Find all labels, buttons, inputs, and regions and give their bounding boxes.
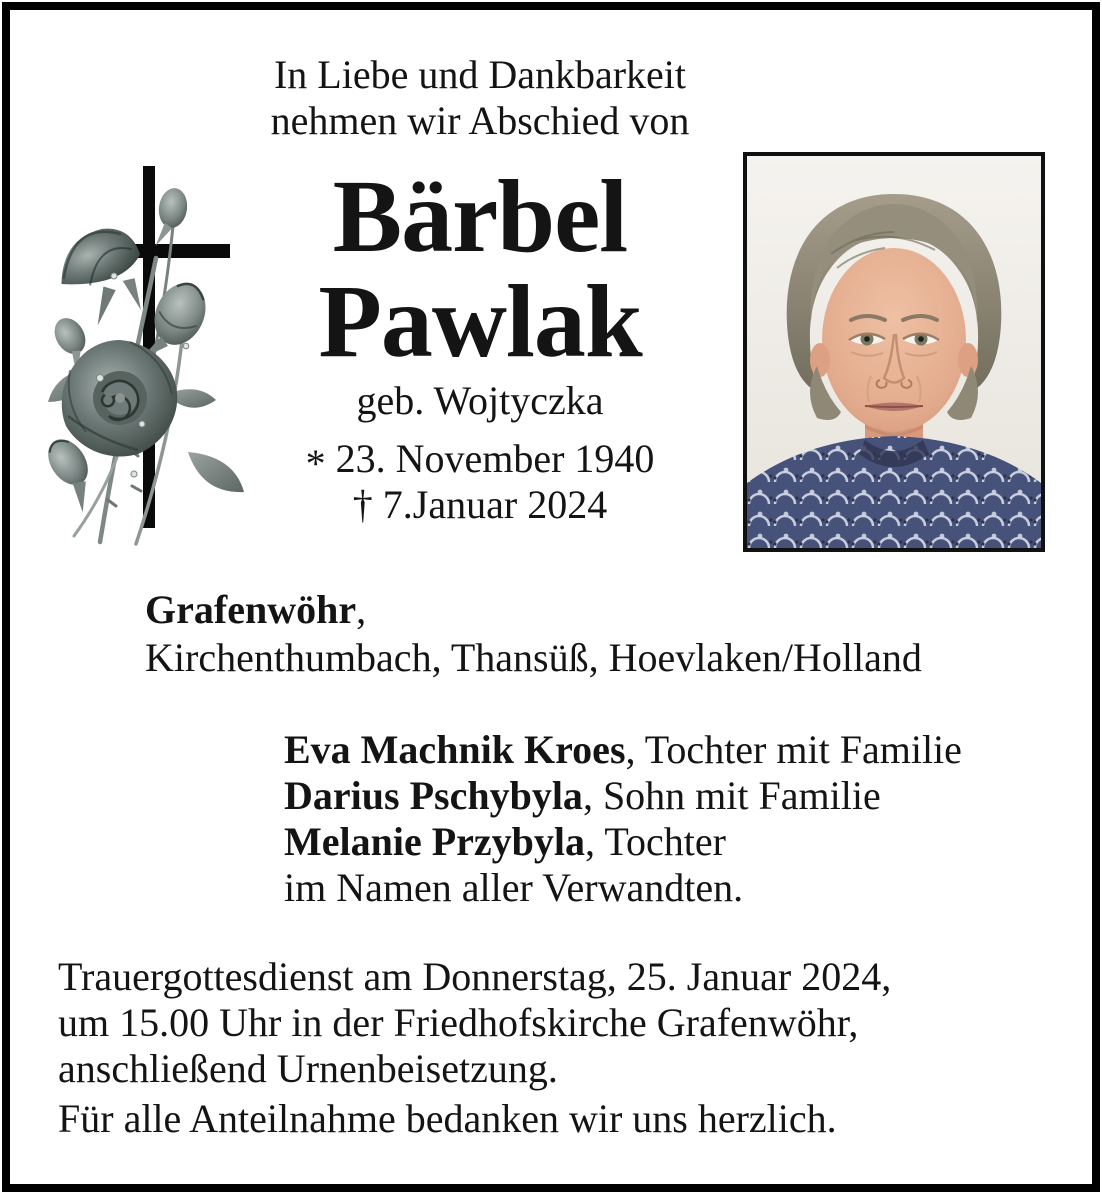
birth-date: 23. November 1940 xyxy=(335,436,655,481)
family-member-row xyxy=(284,773,962,819)
family-member-relation: , Tochter mit Familie xyxy=(625,727,962,772)
deceased-first-name: Bärbel xyxy=(332,159,628,274)
deceased-name xyxy=(170,159,790,379)
family-member-relation: , Tochter xyxy=(585,819,726,864)
intro-line-2: nehmen wir Abschied von xyxy=(270,98,690,143)
family-member-name: Melanie Przybyla xyxy=(284,819,586,864)
family-closing: im Namen aller Verwandten. xyxy=(284,865,744,910)
residence-primary-suffix: , xyxy=(356,587,367,632)
death-date-line xyxy=(170,482,790,528)
death-cross-icon: † xyxy=(352,482,373,527)
intro-line-1: In Liebe und Dankbarkeit xyxy=(273,52,687,97)
life-dates xyxy=(170,436,790,528)
center-text-column xyxy=(170,52,790,528)
family-member-row xyxy=(284,819,962,865)
family-member-relation: , Sohn mit Familie xyxy=(582,773,881,818)
thanks-note: Für alle Anteilnahme bedanken wir uns herzlich. xyxy=(58,1096,837,1141)
deceased-last-name: Pawlak xyxy=(318,264,642,379)
birth-date-line xyxy=(170,436,790,486)
family-list xyxy=(284,727,962,911)
service-line-2: um 15.00 Uhr in der Friedhofskirche Grafenwöhr, xyxy=(58,1000,859,1045)
service-info xyxy=(58,954,891,1092)
death-date: 7.Januar 2024 xyxy=(382,482,608,527)
birth-name: geb. Wojtyczka xyxy=(356,378,604,423)
service-line-1: Trauergottesdienst am Donnerstag, 25. Januar 2024, xyxy=(58,954,892,999)
residence-primary: Grafenwöhr xyxy=(145,587,357,632)
family-member-name: Darius Pschybyla xyxy=(284,773,583,818)
service-line-3: anschließend Urnenbeisetzung. xyxy=(58,1046,558,1091)
family-member-row xyxy=(284,727,962,773)
family-member-name: Eva Machnik Kroes xyxy=(284,727,626,772)
birth-star-icon: * xyxy=(305,440,326,486)
residence-secondary: Kirchenthumbach, Thansüß, Hoevlaken/Holland xyxy=(145,635,922,680)
residence-primary-line xyxy=(145,586,922,634)
residence-block xyxy=(145,586,922,682)
